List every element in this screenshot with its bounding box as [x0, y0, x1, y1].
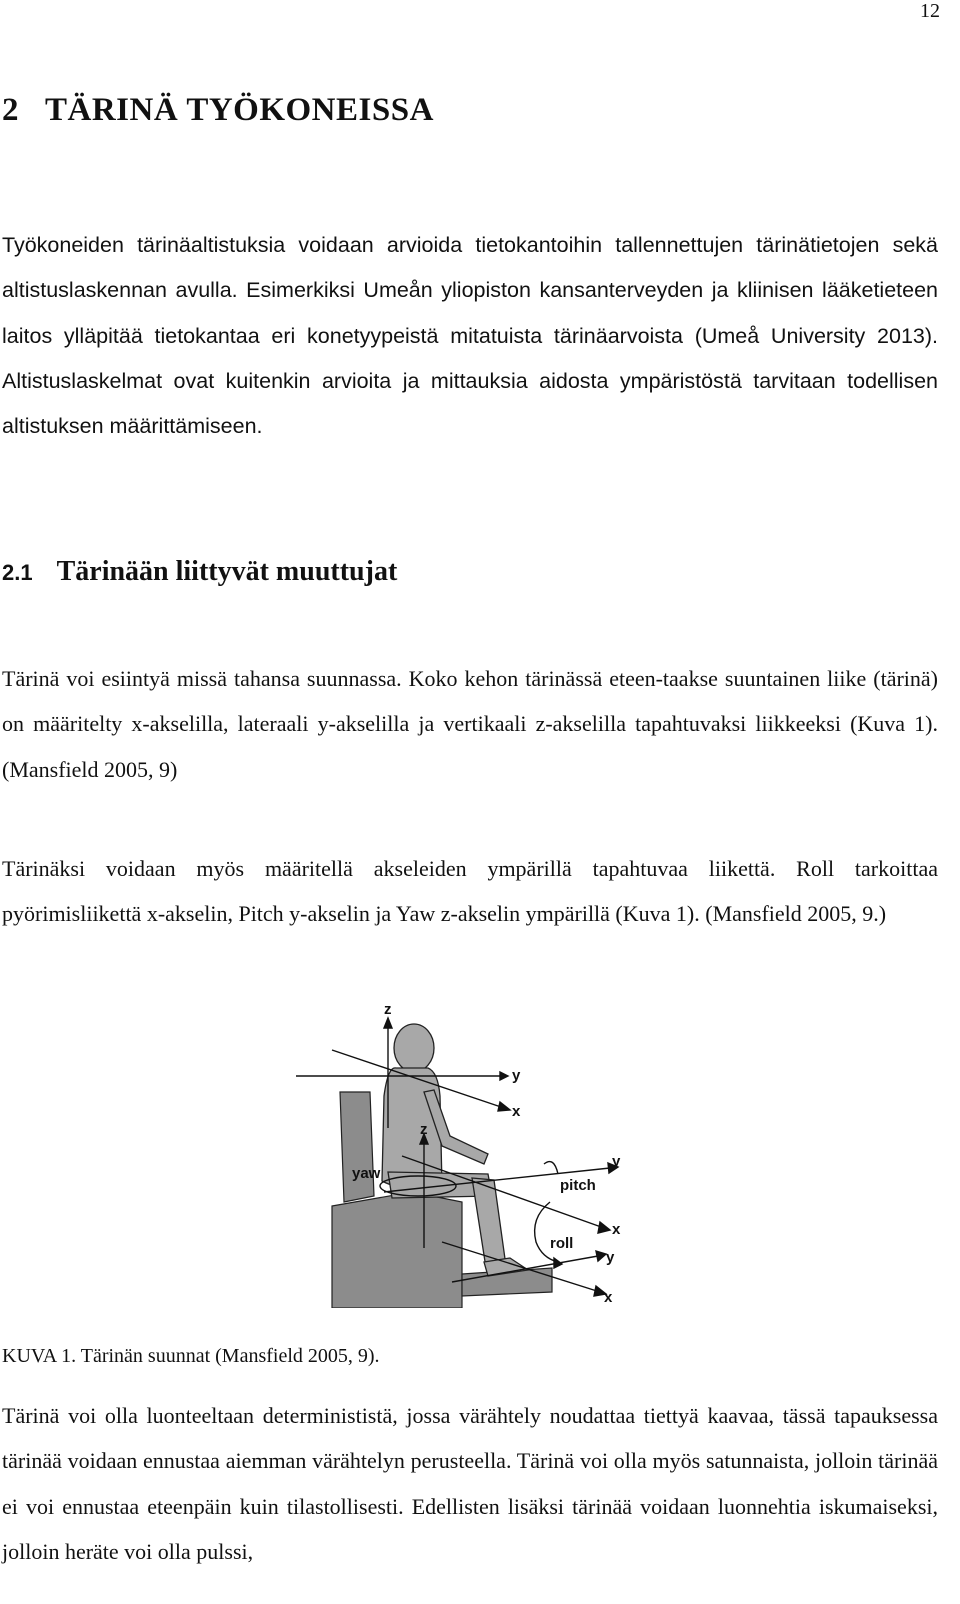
label-y-back: y [512, 1067, 521, 1084]
chapter-number: 2 [2, 92, 19, 128]
vibration-axes-figure [292, 996, 632, 1308]
page-number: 12 [920, 0, 940, 22]
label-z-top: z [384, 1001, 392, 1018]
torso [382, 1068, 442, 1188]
label-y-low: y [606, 1249, 615, 1266]
label-x-low: x [604, 1289, 613, 1306]
label-yaw: yaw [352, 1165, 381, 1182]
label-x-mid: x [612, 1221, 621, 1238]
paragraph-axes: Tärinä voi esiintyä missä tahansa suunnassa. Koko kehon tärinässä eteen-taakse suuntainen liike (tärinä) on määritelty x-akselilla, lateraali y-akselilla ja vertikaali z-akselilla tapahtuvaksi liikkeeksi (Kuva 1). (Mansfield 2005, 9) [2, 666, 938, 782]
x-axis-mid-arrow [598, 1222, 610, 1233]
seat-backrest [340, 1092, 374, 1202]
pitch-rotation [544, 1162, 558, 1174]
y-axis-back-arrow [500, 1072, 508, 1080]
section-title: Tärinään liittyvät muuttujat [56, 556, 398, 587]
x-axis-back-arrow [498, 1102, 510, 1111]
z-axis-top-arrow [384, 1018, 392, 1028]
label-x-back: x [512, 1103, 521, 1120]
label-z-seat: z [420, 1121, 428, 1138]
section-number: 2.1 [2, 560, 33, 585]
y-axis-low-arrow [596, 1251, 606, 1261]
paragraph-rotations: Tärinäksi voidaan myös määritellä akseleiden ympärillä tapahtuvaa liikettä. Roll tarkoittaa pyörimisliikettä x-akselin, Pitch y-akselin ja Yaw z-akselin ympärillä (Kuva 1). (Mansfield 2005, 9.) [2, 856, 938, 927]
figure-caption: KUVA 1. Tärinän suunnat (Mansfield 2005, 9). [2, 1345, 380, 1367]
chapter-heading [2, 92, 434, 129]
paragraph-vibration-types: Tärinä voi olla luonteeltaan determinististä, jossa värähtely noudattaa tiettyä kaavaa, tässä tapauksessa tärinää voidaan ennustaa aiemman värähtelyn perusteella. Tärinä voi olla myös satunnaista, jolloin tärinää ei voi ennustaa eteenpäin kuin tilastollisesti. Edellisten lisäksi tärinää voidaan luonnehtia iskumaiseksi, jolloin heräte voi olla pulssi, [2, 1403, 938, 1564]
head [394, 1024, 434, 1072]
section-heading [2, 556, 397, 588]
paragraph-intro: Työkoneiden tärinäaltistuksia voidaan arvioida tietokantoihin tallennettujen tärinätietojen sekä altistuslaskennan avulla. Esimerkiksi Umeån yliopiston kansanterveyden ja kliinisen lääketieteen laitos ylläpitää tietokantaa eri konetyypeistä mitatuista tärinäarvoista (Umeå University 2013). Altistuslaskelmat ovat kuitenkin arvioita ja mittauksia aidosta ympäristöstä tarvitaan todellisen altistuksen määrittämiseen. [2, 233, 938, 439]
label-y-right: y [612, 1153, 621, 1170]
chapter-title: TÄRINÄ TYÖKONEISSA [45, 92, 434, 128]
label-roll: roll [550, 1235, 574, 1252]
seat-block [332, 1192, 462, 1308]
label-pitch: pitch [560, 1177, 596, 1194]
